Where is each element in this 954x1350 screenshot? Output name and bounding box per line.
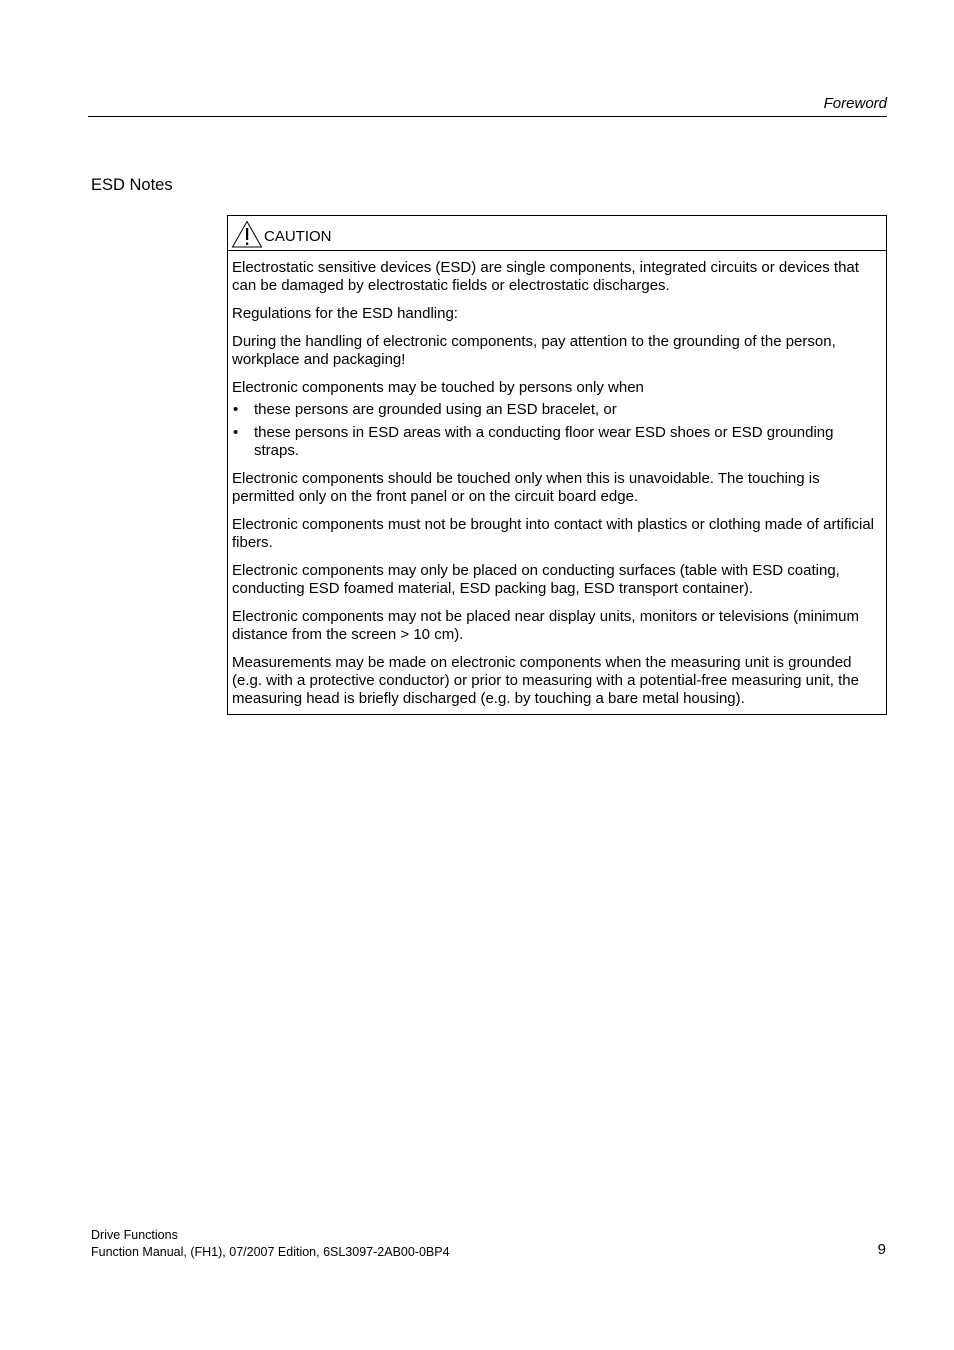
footer-line-title: Drive Functions bbox=[91, 1228, 178, 1242]
caution-body bbox=[228, 251, 886, 714]
page-number: 9 bbox=[877, 1241, 886, 1258]
bullet-icon: • bbox=[233, 424, 239, 441]
caution-paragraph: Measurements may be made on electronic components when the measuring unit is grounded (e.g. with a protective conductor) or prior to measuring with a potential-free measuring unit, the measuring head is briefly discharged (e.g. by touching a bare metal housing). bbox=[232, 654, 859, 707]
section-heading: ESD Notes bbox=[91, 176, 173, 194]
caution-label: CAUTION bbox=[264, 228, 332, 245]
caution-paragraph: Regulations for the ESD handling: bbox=[232, 305, 458, 322]
caution-paragraph: During the handling of electronic components, pay attention to the grounding of the person, workplace and packaging! bbox=[232, 333, 836, 368]
caution-header bbox=[228, 216, 886, 251]
list-item bbox=[232, 424, 882, 460]
footer-line-edition: Function Manual, (FH1), 07/2007 Edition, 6SL3097-2AB00-0BP4 bbox=[91, 1245, 450, 1259]
caution-paragraph: Electrostatic sensitive devices (ESD) are single components, integrated circuits or devices that can be damaged by electrostatic fields or electrostatic discharges. bbox=[232, 259, 859, 294]
header-section-name: Foreword bbox=[823, 95, 887, 112]
running-header bbox=[88, 94, 887, 117]
list-item bbox=[232, 401, 882, 419]
bullet-icon: • bbox=[233, 401, 239, 418]
caution-bullet-list bbox=[232, 401, 882, 460]
caution-paragraph: Electronic components should be touched only when this is unavoidable. The touching is permitted only on the front panel or on the circuit board edge. bbox=[232, 470, 820, 505]
caution-paragraph: Electronic components may be touched by persons only when bbox=[232, 379, 644, 396]
footer-document-info bbox=[91, 1227, 450, 1261]
list-item-text: these persons in ESD areas with a conducting floor wear ESD shoes or ESD grounding straps. bbox=[254, 424, 834, 459]
caution-box bbox=[227, 215, 887, 715]
caution-paragraph: Electronic components must not be brought into contact with plastics or clothing made of artificial fibers. bbox=[232, 516, 874, 551]
warning-triangle-icon bbox=[231, 220, 263, 248]
caution-paragraph: Electronic components may not be placed near display units, monitors or televisions (minimum distance from the screen > 10 cm). bbox=[232, 608, 859, 643]
list-item-text: these persons are grounded using an ESD bracelet, or bbox=[254, 401, 617, 418]
caution-paragraph: Electronic components may only be placed on conducting surfaces (table with ESD coating, conducting ESD foamed material, ESD packing bag, ESD transport container). bbox=[232, 562, 840, 597]
